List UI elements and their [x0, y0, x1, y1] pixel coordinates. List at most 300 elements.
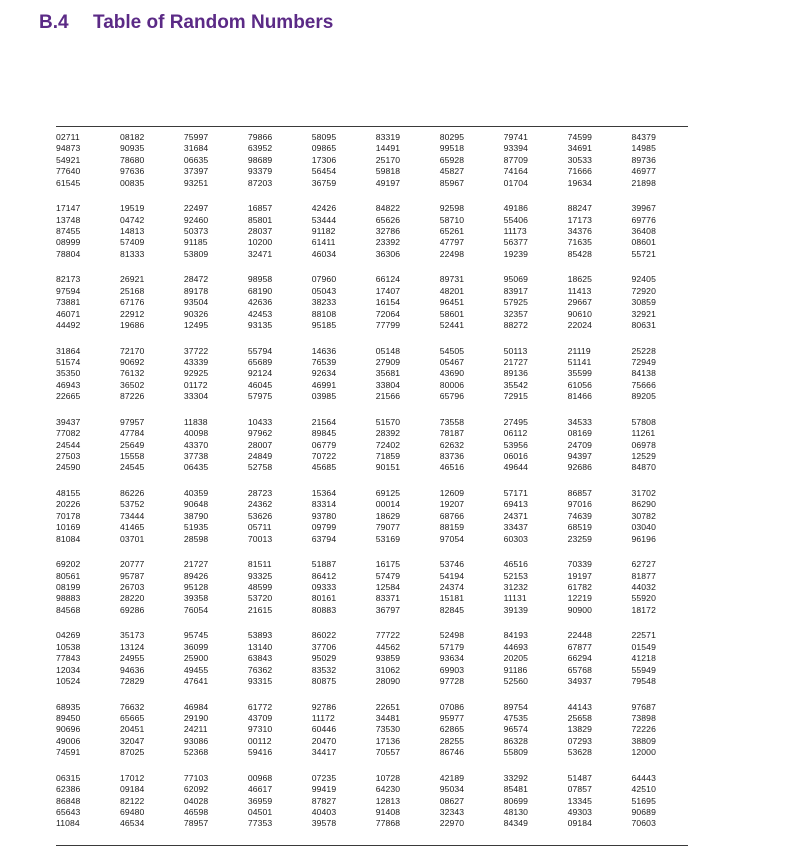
random-number-cell: 07293 [567, 735, 592, 746]
random-number-cell: 44562 [375, 641, 401, 652]
random-number-cell: 28220 [119, 593, 145, 604]
number-column [376, 417, 436, 474]
number-column [568, 417, 628, 474]
number-column [56, 417, 116, 474]
number-column [440, 417, 500, 474]
random-number-cell: 92925 [183, 368, 209, 379]
random-number-cell: 03985 [311, 391, 337, 402]
random-number-cell: 72829 [119, 675, 145, 686]
random-number-cell: 22497 [183, 203, 209, 214]
random-number-cell: 63952 [247, 143, 273, 154]
random-number-cell: 20451 [119, 724, 145, 735]
random-number-cell: 43339 [183, 356, 209, 367]
random-number-cell: 38790 [183, 510, 209, 521]
random-number-cell: 74591 [56, 747, 81, 758]
random-number-cell: 61411 [311, 237, 336, 248]
random-number-cell: 61782 [567, 581, 592, 592]
random-number-cell: 30782 [631, 510, 656, 521]
random-number-cell: 22665 [56, 391, 81, 402]
random-number-cell: 46991 [311, 379, 337, 390]
random-number-cell: 87709 [503, 154, 529, 165]
random-number-cell: 51141 [567, 356, 592, 367]
random-number-cell: 60303 [503, 533, 529, 544]
random-number-cell: 25228 [631, 345, 656, 356]
random-number-cell: 65643 [56, 806, 81, 817]
random-number-cell: 92598 [439, 203, 465, 214]
section-number: B.4 [39, 12, 69, 33]
random-number-cell: 44693 [503, 641, 529, 652]
random-number-table [56, 126, 688, 846]
number-column [376, 702, 436, 759]
random-number-cell: 33437 [503, 522, 529, 533]
random-number-cell: 04501 [247, 806, 273, 817]
random-number-cell: 11131 [503, 593, 527, 604]
number-column [312, 630, 372, 687]
number-column [440, 346, 500, 403]
random-number-cell: 48155 [56, 488, 81, 498]
random-number-cell: 52153 [503, 570, 529, 581]
random-number-cell: 65768 [567, 664, 592, 675]
number-column [120, 702, 180, 759]
number-column [376, 132, 436, 189]
random-number-cell: 26703 [119, 581, 145, 592]
random-number-cell: 19197 [567, 570, 592, 581]
random-number-cell: 21615 [247, 604, 273, 615]
random-number-cell: 86848 [56, 795, 81, 806]
random-number-cell: 80006 [439, 379, 465, 390]
number-column [56, 702, 116, 759]
random-number-cell: 32921 [631, 308, 656, 319]
random-number-cell: 34691 [567, 143, 592, 154]
random-number-cell: 68190 [247, 285, 273, 296]
random-number-cell: 65261 [439, 225, 465, 236]
number-column [184, 488, 244, 545]
number-column [632, 773, 692, 830]
random-number-cell: 06779 [311, 439, 337, 450]
number-column [504, 488, 564, 545]
number-column [184, 274, 244, 331]
random-number-cell: 48130 [503, 806, 529, 817]
random-number-cell: 44492 [56, 319, 81, 330]
random-number-cell: 57479 [375, 570, 401, 581]
random-number-cell: 36759 [311, 177, 337, 188]
number-column [184, 346, 244, 403]
random-number-cell: 46071 [56, 308, 81, 319]
random-number-cell: 04269 [56, 630, 81, 641]
random-number-cell: 87025 [119, 747, 145, 758]
number-column [248, 773, 308, 830]
random-number-cell: 31702 [631, 488, 656, 498]
random-number-cell: 42426 [311, 203, 337, 214]
number-column [568, 559, 628, 616]
random-number-cell: 27909 [375, 356, 401, 367]
random-number-cell: 28037 [247, 225, 273, 236]
random-number-cell: 10538 [56, 641, 81, 652]
random-number-cell: 80295 [439, 132, 465, 142]
random-number-cell: 72949 [631, 356, 656, 367]
random-number-cell: 42636 [247, 297, 273, 308]
random-number-cell: 93315 [247, 675, 273, 686]
random-number-cell: 95128 [183, 581, 209, 592]
number-column [376, 274, 436, 331]
random-number-cell: 63794 [311, 533, 337, 544]
number-column [56, 488, 116, 545]
random-number-cell: 32471 [247, 248, 273, 259]
number-column [376, 488, 436, 545]
random-number-cell: 04028 [183, 795, 209, 806]
random-number-cell: 72915 [503, 391, 529, 402]
random-number-cell: 46516 [439, 462, 465, 473]
number-column [312, 773, 372, 830]
random-number-cell: 86022 [311, 630, 337, 641]
random-number-cell: 91186 [503, 664, 528, 675]
random-number-cell: 85428 [567, 248, 592, 259]
random-number-cell: 81511 [247, 559, 272, 570]
random-number-cell: 40098 [183, 428, 209, 439]
random-number-cell: 22970 [439, 818, 465, 829]
random-number-cell: 05467 [439, 356, 465, 367]
number-column [504, 346, 564, 403]
random-number-cell: 73881 [56, 297, 81, 308]
random-number-cell: 73530 [375, 724, 401, 735]
number-column [56, 203, 116, 260]
random-number-cell: 84349 [503, 818, 529, 829]
random-number-cell: 87226 [119, 391, 145, 402]
number-column [312, 702, 372, 759]
random-number-cell: 82173 [56, 274, 81, 285]
number-column [184, 417, 244, 474]
random-number-cell: 19519 [119, 203, 145, 214]
random-number-cell: 24371 [503, 510, 529, 521]
random-number-cell: 57171 [503, 488, 529, 498]
number-column [120, 346, 180, 403]
number-column [632, 630, 692, 687]
random-number-cell: 47784 [119, 428, 145, 439]
random-number-cell: 45827 [439, 166, 465, 177]
number-column [184, 203, 244, 260]
random-number-cell: 08199 [56, 581, 81, 592]
number-column [440, 773, 500, 830]
random-number-cell: 70722 [311, 450, 337, 461]
random-number-cell: 28723 [247, 488, 273, 498]
random-number-cell: 34417 [311, 747, 337, 758]
number-column [248, 274, 308, 331]
random-number-cell: 93086 [183, 735, 209, 746]
random-number-cell: 83736 [439, 450, 465, 461]
random-number-cell: 31684 [183, 143, 209, 154]
number-column [312, 274, 372, 331]
random-number-cell: 35542 [503, 379, 529, 390]
random-number-cell: 70603 [631, 818, 656, 829]
random-number-cell: 57409 [119, 237, 145, 248]
random-number-cell: 01172 [183, 379, 208, 390]
number-column [120, 132, 180, 189]
random-number-cell: 28472 [183, 274, 209, 285]
random-number-cell: 52368 [183, 747, 209, 758]
random-number-cell: 22498 [439, 248, 465, 259]
random-number-cell: 61545 [56, 177, 81, 188]
random-number-cell: 08169 [567, 428, 592, 439]
random-number-cell: 44032 [631, 581, 656, 592]
random-number-cell: 84822 [375, 203, 401, 214]
random-number-cell: 23392 [375, 237, 401, 248]
random-number-cell: 53809 [183, 248, 209, 259]
random-number-cell: 09333 [311, 581, 337, 592]
number-column [120, 488, 180, 545]
random-number-cell: 83917 [503, 285, 529, 296]
random-number-cell: 42453 [247, 308, 273, 319]
random-number-cell: 90648 [183, 499, 209, 510]
random-number-cell: 49455 [183, 664, 209, 675]
number-column [312, 203, 372, 260]
random-number-cell: 46034 [311, 248, 337, 259]
number-column [568, 773, 628, 830]
random-number-cell: 46534 [119, 818, 145, 829]
random-number-cell: 57975 [247, 391, 273, 402]
random-number-cell: 95069 [503, 274, 529, 285]
number-column [440, 702, 500, 759]
random-number-cell: 84193 [503, 630, 529, 641]
random-number-cell: 50373 [183, 225, 209, 236]
random-number-cell: 51487 [567, 772, 592, 783]
random-number-cell: 92460 [183, 214, 209, 225]
random-number-cell: 80699 [503, 795, 529, 806]
random-number-cell: 19686 [119, 319, 145, 330]
random-number-cell: 49197 [375, 177, 401, 188]
random-number-cell: 71859 [375, 450, 401, 461]
random-number-cell: 75997 [183, 132, 209, 142]
random-number-cell: 12219 [567, 593, 592, 604]
random-number-cell: 35599 [567, 368, 592, 379]
number-column [248, 559, 308, 616]
random-number-cell: 85481 [503, 784, 529, 795]
random-number-cell: 98883 [56, 593, 81, 604]
number-column [312, 132, 372, 189]
random-number-cell: 80161 [311, 593, 337, 604]
random-number-cell: 76054 [183, 604, 209, 615]
number-column [632, 346, 692, 403]
random-number-cell: 78187 [439, 428, 465, 439]
random-number-cell: 78804 [56, 248, 81, 259]
random-number-cell: 21727 [183, 559, 209, 570]
random-number-cell: 89178 [183, 285, 209, 296]
random-number-cell: 85967 [439, 177, 465, 188]
random-number-cell: 72170 [119, 345, 145, 356]
random-number-cell: 47641 [183, 675, 209, 686]
number-column [440, 630, 500, 687]
random-number-cell: 78680 [119, 154, 145, 165]
random-number-cell: 80875 [311, 675, 337, 686]
random-number-cell: 00112 [247, 735, 272, 746]
random-number-cell: 68766 [439, 510, 465, 521]
random-number-cell: 81333 [119, 248, 145, 259]
number-column [120, 203, 180, 260]
random-number-cell: 22448 [567, 630, 592, 641]
random-number-cell: 10433 [247, 416, 273, 427]
random-number-cell: 37706 [311, 641, 337, 652]
random-number-cell: 36306 [375, 248, 401, 259]
random-number-cell: 13829 [567, 724, 592, 735]
random-number-cell: 83371 [375, 593, 401, 604]
random-number-cell: 69125 [375, 488, 401, 498]
random-number-cell: 05043 [311, 285, 337, 296]
number-column [120, 274, 180, 331]
random-number-cell: 51695 [631, 795, 656, 806]
random-number-cell: 07235 [311, 772, 337, 783]
random-number-cell: 39437 [56, 416, 81, 427]
page-title [39, 12, 333, 34]
random-number-cell: 31864 [56, 345, 81, 356]
random-number-cell: 43709 [247, 712, 273, 723]
random-number-cell: 77799 [375, 319, 401, 330]
random-number-cell: 93135 [247, 319, 273, 330]
number-column [504, 630, 564, 687]
random-number-cell: 72226 [631, 724, 656, 735]
random-number-cell: 22651 [375, 701, 401, 712]
random-number-cell: 68519 [567, 522, 592, 533]
number-column [632, 417, 692, 474]
random-number-cell: 76632 [119, 701, 145, 712]
number-column [440, 274, 500, 331]
random-number-cell: 73898 [631, 712, 656, 723]
random-number-cell: 07086 [439, 701, 465, 712]
random-number-cell: 11261 [631, 428, 656, 439]
random-number-cell: 10728 [375, 772, 401, 783]
random-number-cell: 76539 [311, 356, 337, 367]
random-number-cell: 19239 [503, 248, 529, 259]
random-number-cell: 19634 [567, 177, 592, 188]
random-number-cell: 70557 [375, 747, 401, 758]
number-column [440, 488, 500, 545]
random-number-cell: 67176 [119, 297, 145, 308]
random-number-cell: 65928 [439, 154, 465, 165]
random-number-cell: 08999 [56, 237, 81, 248]
random-number-cell: 18172 [631, 604, 656, 615]
random-number-cell: 78957 [183, 818, 209, 829]
random-number-cell: 54921 [56, 154, 81, 165]
random-number-cell: 97016 [567, 499, 592, 510]
random-number-cell: 97636 [119, 166, 145, 177]
random-number-cell: 66124 [375, 274, 401, 285]
random-number-cell: 62632 [439, 439, 465, 450]
random-number-cell: 56454 [311, 166, 337, 177]
random-number-cell: 95185 [311, 319, 337, 330]
random-number-cell: 50113 [503, 345, 528, 356]
random-number-cell: 70178 [56, 510, 81, 521]
random-number-cell: 77082 [56, 428, 81, 439]
random-number-cell: 07960 [311, 274, 337, 285]
random-number-cell: 33304 [183, 391, 209, 402]
random-number-cell: 49006 [56, 735, 81, 746]
random-number-cell: 70339 [567, 559, 592, 570]
random-number-cell: 89845 [311, 428, 337, 439]
random-number-cell: 39578 [311, 818, 337, 829]
random-number-cell: 86746 [439, 747, 465, 758]
number-column [56, 559, 116, 616]
random-number-cell: 51574 [56, 356, 81, 367]
random-number-cell: 19207 [439, 499, 465, 510]
random-number-cell: 42189 [439, 772, 465, 783]
random-number-cell: 41218 [631, 653, 656, 664]
random-number-cell: 25649 [119, 439, 145, 450]
random-number-cell: 87203 [247, 177, 273, 188]
number-column [568, 274, 628, 331]
number-column [56, 773, 116, 830]
random-number-cell: 80883 [311, 604, 337, 615]
random-number-cell: 28255 [439, 735, 465, 746]
random-number-cell: 71635 [567, 237, 592, 248]
random-number-cell: 69776 [631, 214, 656, 225]
random-number-cell: 24362 [247, 499, 273, 510]
random-number-cell: 49186 [503, 203, 529, 214]
random-number-cell: 90935 [119, 143, 145, 154]
number-column [376, 559, 436, 616]
random-number-cell: 86328 [503, 735, 529, 746]
number-block [56, 132, 688, 190]
number-block [56, 203, 688, 261]
random-number-cell: 90326 [183, 308, 209, 319]
number-column [568, 132, 628, 189]
random-number-cell: 11084 [56, 818, 80, 829]
random-number-cell: 97962 [247, 428, 273, 439]
random-number-cell: 27495 [503, 416, 529, 427]
random-number-cell: 86290 [631, 499, 656, 510]
random-number-cell: 06112 [503, 428, 528, 439]
random-number-cell: 97728 [439, 675, 465, 686]
random-number-cell: 97054 [439, 533, 465, 544]
random-number-cell: 53626 [247, 510, 273, 521]
random-number-cell: 93379 [247, 166, 273, 177]
random-number-cell: 48599 [247, 581, 273, 592]
random-number-cell: 39358 [183, 593, 209, 604]
number-column [504, 417, 564, 474]
random-number-cell: 53752 [119, 499, 145, 510]
random-number-cell: 35350 [56, 368, 81, 379]
number-column [504, 702, 564, 759]
random-number-cell: 75666 [631, 379, 656, 390]
random-number-cell: 53720 [247, 593, 273, 604]
random-number-cell: 23259 [567, 533, 592, 544]
section-title: Table of Random Numbers [93, 12, 334, 33]
random-number-cell: 20205 [503, 653, 529, 664]
random-number-cell: 05711 [247, 522, 272, 533]
random-number-cell: 84138 [631, 368, 656, 379]
random-number-cell: 13748 [56, 214, 81, 225]
random-number-cell: 51570 [375, 416, 401, 427]
random-number-cell: 21727 [503, 356, 529, 367]
random-number-cell: 92634 [311, 368, 337, 379]
random-number-cell: 74164 [503, 166, 529, 177]
number-column [504, 203, 564, 260]
random-number-cell: 85801 [247, 214, 273, 225]
random-number-cell: 28392 [375, 428, 401, 439]
random-number-cell: 53169 [375, 533, 401, 544]
random-number-cell: 02711 [56, 132, 80, 142]
random-number-cell: 53444 [311, 214, 337, 225]
random-number-cell: 65665 [119, 712, 145, 723]
random-number-cell: 52441 [439, 319, 465, 330]
random-number-cell: 38809 [631, 735, 656, 746]
table-bottom-rule [56, 845, 688, 846]
number-column [248, 132, 308, 189]
number-column [568, 346, 628, 403]
random-number-cell: 93325 [247, 570, 273, 581]
random-number-cell: 16857 [247, 203, 273, 214]
random-number-cell: 12813 [375, 795, 401, 806]
number-column [248, 488, 308, 545]
random-number-cell: 36797 [375, 604, 401, 615]
random-number-cell: 17173 [567, 214, 592, 225]
